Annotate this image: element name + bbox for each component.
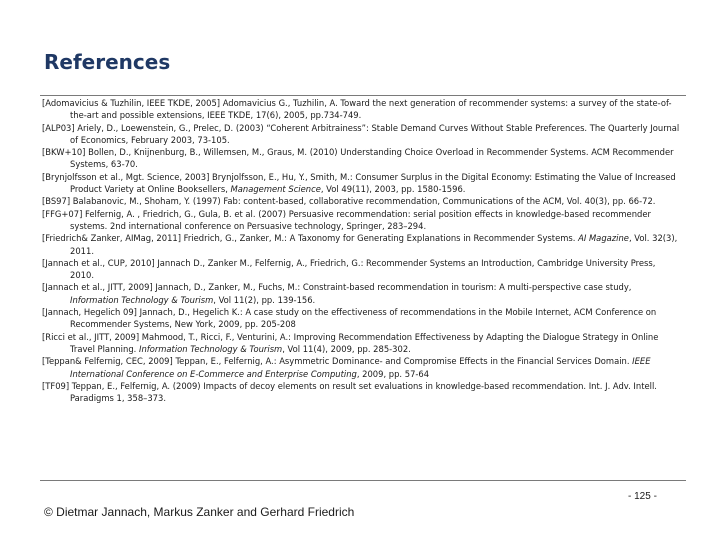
reference-item <box>42 146 682 171</box>
reference-item <box>42 171 682 196</box>
footer-divider <box>40 480 686 481</box>
reference-text: [Adomavicius & Tuzhilin, IEEE TKDE, 2005] Adomavicius G., Tuzhilin, A. Toward the next generation of recommender systems: a survey of the state-of-the-art and possible extensions, IEEE TKDE, 17(6), 2005, pp.734-749. <box>42 98 672 121</box>
reference-text: [Teppan& Felfernig, CEC, 2009] Teppan, E., Felfernig, A.: Asymmetric Dominance- and Compromise Effects in the Financial Services Domain. <box>42 356 633 367</box>
reference-item <box>42 306 682 331</box>
reference-text: [Brynjolfsson et al., Mgt. Science, 2003] Brynjolfsson, E., Hu, Y., Smith, M.: Consumer Surplus in the Digital Economy: Estimating the Value of Increased Product Variety at Online Booksellers, <box>42 171 676 195</box>
reference-text: , Vol. 32(3), 2011. <box>70 233 678 256</box>
reference-text: [ALP03] Ariely, D., Loewenstein, G., Prelec, D. (2003) “Coherent Arbitrainess”: Stable Demand Curves Without Stable Preferences. The Quarterly Journal of Economics, February 2003, 73-105. <box>42 122 680 145</box>
reference-text: [Jannach et al., JITT, 2009] Jannach, D., Zanker, M., Fuchs, M.: Constraint-based recommendation in tourism: A multi-perspective case study, <box>42 282 632 293</box>
reference-italic-text: Management Science <box>230 184 321 195</box>
reference-item <box>42 355 682 380</box>
reference-text: [Friedrich& Zanker, AIMag, 2011] Friedrich, G., Zanker, M.: A Taxonomy for Generating Explanations in Recommender Systems. <box>42 233 579 244</box>
reference-item <box>42 331 682 356</box>
reference-item <box>42 257 682 282</box>
page-title: References <box>44 50 171 74</box>
reference-text: [FFG+07] Felfernig, A. , Friedrich, G., Gula, B. et al. (2007) Persuasive recommendation: serial position effects in knowledge-based recommender systems. 2nd international conference on Persuasive technology, Springer, 283–294. <box>42 208 651 231</box>
reference-item <box>42 380 682 405</box>
reference-text: [Jannach, Hegelich 09] Jannach, D., Hegelich K.: A case study on the effectiveness of recommendations in the Mobile Internet, ACM Conference on Recommender Systems, New York, 2009, pp. 205-208 <box>42 307 657 330</box>
reference-italic-text: AI Magazine <box>578 233 629 244</box>
reference-italic-text: Information Technology & Tourism <box>70 294 214 305</box>
reference-item <box>42 232 682 257</box>
reference-text: [BS97] Balabanovic, M., Shoham, Y. (1997) Fab: content-based, collaborative recommendation, Communications of the ACM, Vol. 40(3), pp. 66-72. <box>42 196 656 207</box>
title-divider <box>40 95 686 96</box>
copyright-footer: © Dietmar Jannach, Markus Zanker and Gerhard Friedrich <box>44 505 355 519</box>
reference-item <box>42 97 682 122</box>
reference-item <box>42 281 682 306</box>
reference-text: , 2009, pp. 57-64 <box>356 368 430 379</box>
reference-item <box>42 195 682 207</box>
reference-text: [Jannach et al., CUP, 2010] Jannach D., Zanker M., Felfernig, A., Friedrich, G.: Recommender Systems an Introduction, Cambridge University Press, 2010. <box>42 257 656 281</box>
reference-item <box>42 208 682 233</box>
reference-text: , Vol 11(4), 2009, pp. 285-302. <box>282 343 411 354</box>
reference-text: , Vol 11(2), pp. 139-156. <box>213 294 316 305</box>
reference-text: [TF09] Teppan, E., Felfernig, A. (2009) Impacts of decoy elements on result set evaluations in knowledge-based recommendation. Int. J. Adv. Intell. Paradigms 1, 358–373. <box>42 380 657 404</box>
reference-text: , Vol 49(11), 2003, pp. 1580-1596. <box>320 184 466 195</box>
reference-text: [BKW+10] Bollen, D., Knijnenburg, B., Willemsen, M., Graus, M. (2010) Understanding Choice Overload in Recommender Systems. ACM Recommender Systems, 63-70. <box>42 147 674 170</box>
reference-text: [Ricci et al., JITT, 2009] Mahmood, T., Ricci, F., Venturini, A.: Improving Recommendation Effectiveness by Adapting the Dialogue Strategy in Online Travel Planning. <box>42 331 659 354</box>
references-list <box>42 97 682 404</box>
reference-italic-text: Information Technology & Tourism <box>138 343 283 354</box>
page-number: - 125 - <box>628 491 657 502</box>
reference-italic-text: IEEE International Conference on E-Commerce and Enterprise Computing <box>70 356 651 379</box>
reference-item <box>42 122 682 147</box>
